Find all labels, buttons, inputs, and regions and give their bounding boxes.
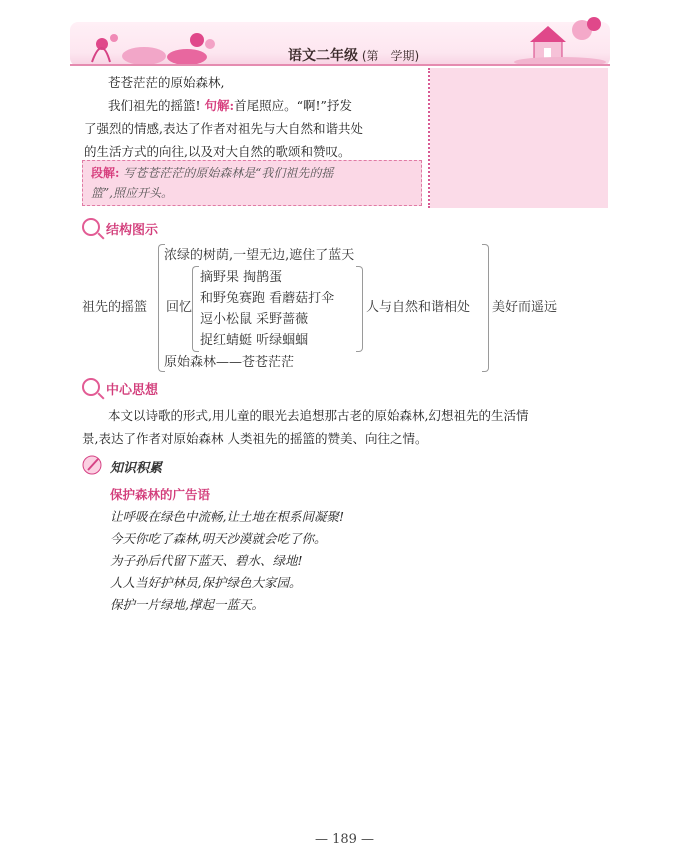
- diagram-node: 原始森林——苍苍茫茫: [164, 355, 295, 370]
- paragraph-note-label: 段解:: [91, 166, 120, 180]
- slogan-item: 让呼吸在绿色中流畅,让土地在根系间凝聚!: [110, 509, 344, 524]
- diagram-leaf: 逗小松鼠 采野蔷薇: [200, 312, 309, 327]
- dotted-divider: [428, 68, 430, 208]
- diagram-node-recall: 回忆: [166, 300, 193, 315]
- diagram-root: 祖先的摇篮: [82, 300, 148, 315]
- paragraph-note-box: 段解: 写苍苍茫茫的原始森林是“我们祖先的摇 篮”,照应开头。: [82, 160, 422, 206]
- theme-text: 景,表达了作者对原始森林 人类祖先的摇篮的赞美、向往之情。: [82, 431, 428, 446]
- poem-line-with-note: 我们祖先的摇篮! 句解:首尾照应。“啊!”抒发: [108, 98, 352, 113]
- diagram-node: 浓绿的树荫,一望无边,遮住了蓝天: [164, 248, 355, 263]
- page-number: — 189 —: [314, 832, 375, 847]
- poem-line: 苍苍茫茫的原始森林,: [108, 75, 225, 90]
- header-rule: [70, 64, 610, 66]
- knowledge-subtitle: 保护森林的广告语: [110, 487, 211, 502]
- diagram-leaf: 捉红蜻蜓 听绿蝈蝈: [200, 333, 309, 348]
- slogan-item: 人人当好护林员,保护绿色大家园。: [110, 575, 302, 590]
- section-title-knowledge: 知识积累: [110, 461, 163, 476]
- sentence-note-label: 句解:: [204, 98, 235, 113]
- diagram-bracket: [192, 266, 199, 352]
- slogan-list: [110, 506, 344, 616]
- diagram-node-harmony: 人与自然和谐相处: [366, 300, 471, 315]
- theme-text: 本文以诗歌的形式,用儿童的眼光去追想那古老的原始森林,幻想祖先的生活情: [108, 408, 529, 423]
- diagram-bracket: [482, 244, 489, 372]
- note-text: 的生活方式的向往,以及对大自然的歌颂和赞叹。: [84, 144, 351, 159]
- slogan-item: 保护一片绿地,撑起一蓝天。: [110, 597, 264, 612]
- leaf-pen-icon: [82, 454, 106, 476]
- diagram-leaf: 和野兔赛跑 看蘑菇打伞: [200, 291, 335, 306]
- section-title-structure: 结构图示: [106, 223, 159, 238]
- magnifier-icon: [82, 218, 100, 236]
- header-title: 语文二年级 (第 学期): [288, 48, 420, 64]
- diagram-bracket: [356, 266, 363, 352]
- magnifier-icon: [82, 378, 100, 396]
- slogan-item: 今天你吃了森林,明天沙漠就会吃了你。: [110, 531, 327, 546]
- diagram-node-end: 美好而遥远: [492, 300, 558, 315]
- flower-decoration-icon: [82, 24, 232, 66]
- note-text: 了强烈的情感,表达了作者对祖先与大自然和谐共处: [84, 121, 363, 136]
- notes-side-panel: [430, 68, 608, 208]
- section-title-theme: 中心思想: [106, 383, 159, 398]
- slogan-item: 为子孙后代留下蓝天、碧水、绿地!: [110, 553, 303, 568]
- diagram-leaf: 摘野果 掏鹊蛋: [200, 270, 283, 285]
- house-decoration-icon: [512, 14, 608, 66]
